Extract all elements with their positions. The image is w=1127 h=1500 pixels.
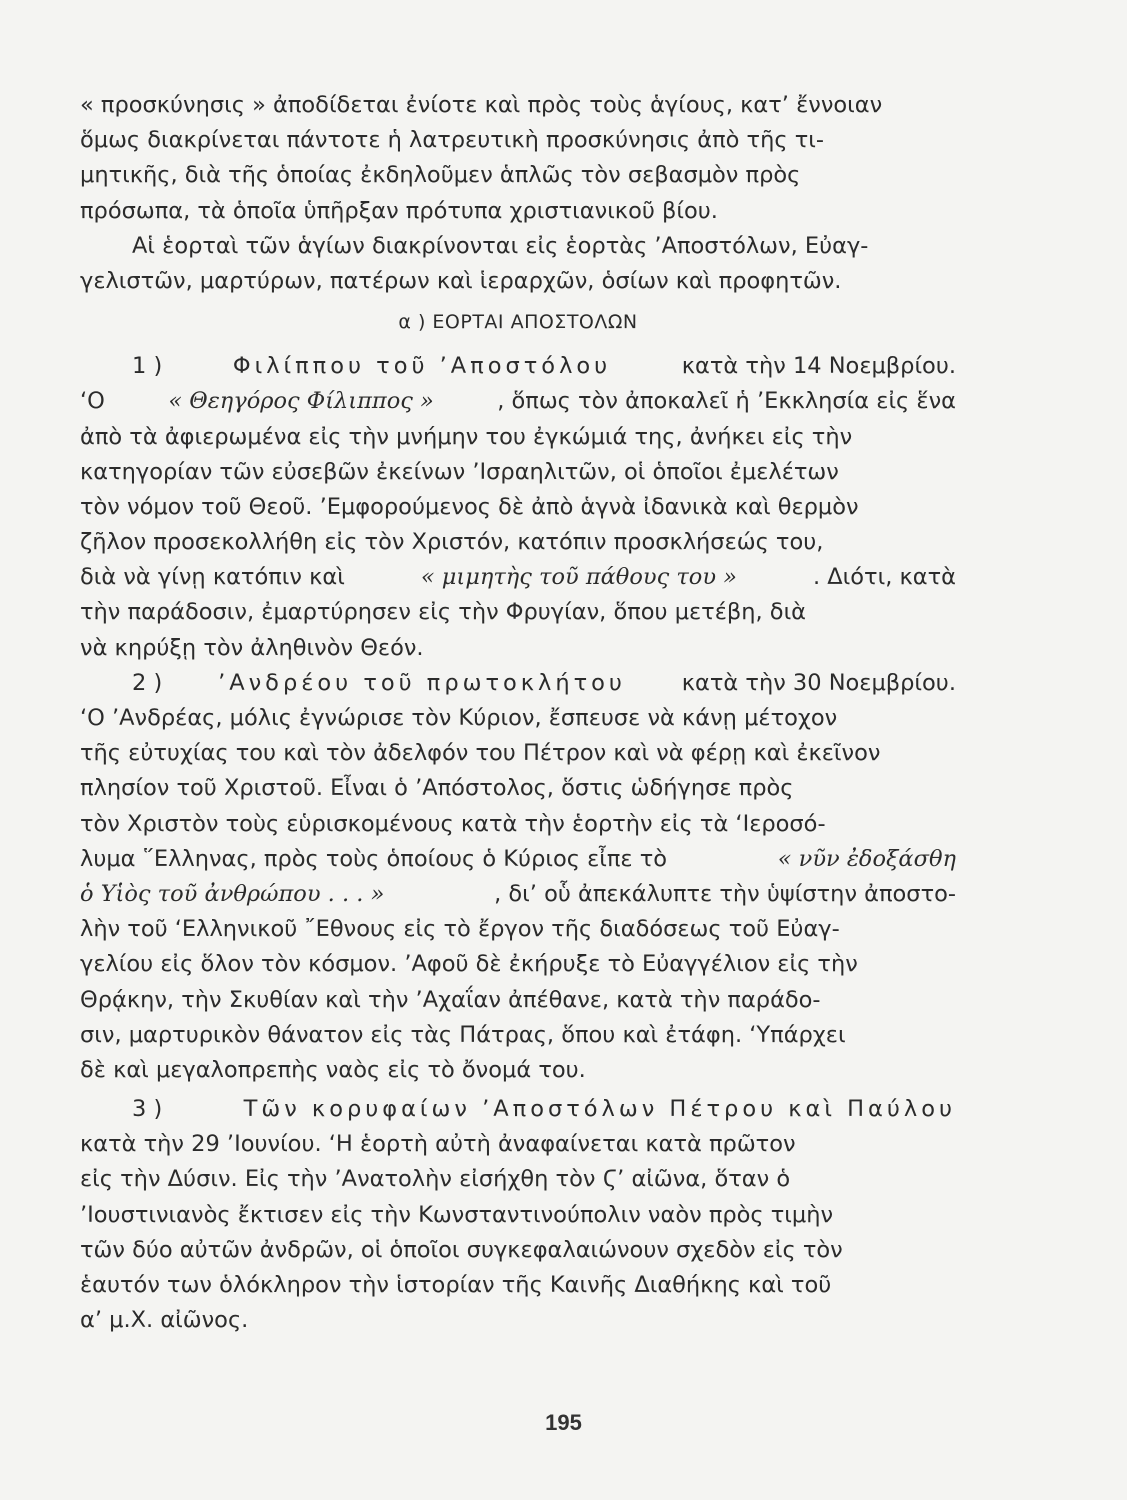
intro-line: πρόσωπα, τὰ ὁποῖα ὑπῆρξαν πρότυπα χριστιανικοῦ βίου.	[80, 197, 718, 224]
feast-2-line: ‘Ο ’Ανδρέας, μόλις ἐγνώρισε τὸν Κύριον, ἔσπευσε νὰ κάνῃ μέτοχον	[80, 705, 838, 731]
feast-1-line: ζῆλον προσεκολλήθη εἰς τὸν Χριστόν, κατόπιν προσκλήσεώς του,	[80, 529, 824, 556]
feast-2-line: λὴν τοῦ ‘Ελληνικοῦ ῎Εθνους εἰς τὸ ἔργον τῆς διαδόσεως τοῦ Εὐαγ-	[80, 916, 840, 943]
feast-2-line: Θρᾴκην, τὴν Σκυθίαν καὶ τὴν ’Αχαΐαν ἀπέθανε, κατὰ τὴν παράδο-	[80, 986, 821, 1013]
intro-line: μητικῆς, διὰ τῆς ὁποίας ἐκδηλοῦμεν ἁπλῶς τὸν σεβασμὸν πρὸς	[80, 162, 801, 189]
feast-1-line: τὴν παράδοσιν, ἐμαρτύρησεν εἰς τὴν Φρυγίαν, ὅπου μετέβη, διὰ	[80, 599, 807, 626]
feast-2-line: λυμα ῞Ελληνας, πρὸς τοὺς ὁποίους ὁ Κύριος εἶπε τὸ « νῦν ἐδοξάσθη	[80, 845, 956, 872]
intro-line: γελιστῶν, μαρτύρων, πατέρων καὶ ἱεραρχῶν, ὁσίων καὶ προφητῶν.	[80, 267, 842, 294]
intro-line: ὅμως διακρίνεται πάντοτε ἡ λατρευτικὴ προσκύνησις ἀπὸ τῆς τι-	[80, 127, 824, 154]
feast-2-line: πλησίον τοῦ Χριστοῦ. Εἶναι ὁ ’Απόστολος, ὅστις ὡδήγησε πρὸς	[80, 775, 794, 802]
feast-2-line: τῆς εὐτυχίας του καὶ τὸν ἀδελφόν του Πέτρον καὶ νὰ φέρῃ καὶ ἐκεῖνον	[80, 740, 881, 767]
page-number: 195	[545, 1410, 582, 1435]
feast-2-line: δὲ καὶ μεγαλοπρεπὴς ναὸς εἰς τὸ ὄνομά του.	[80, 1056, 586, 1083]
feast-2-line: τὸν Χριστὸν τοὺς εὑρισκομένους κατὰ τὴν ἑορτὴν εἰς τὰ ‘Ιεροσό-	[80, 810, 826, 837]
feast-1-line: τὸν νόμον τοῦ Θεοῦ. ’Εμφορούμενος δὲ ἀπὸ ἁγνὰ ἰδανικὰ καὶ θερμὸν	[80, 493, 859, 520]
intro-line: Αἱ ἑορταὶ τῶν ἁγίων διακρίνονται εἰς ἑορτὰς ’Αποστόλων, Εὐαγ-	[132, 232, 869, 259]
feast-3-line: τῶν δύο αὐτῶν ἀνδρῶν, οἱ ὁποῖοι συγκεφαλαιώνουν σχεδὸν εἰς τὸν	[80, 1236, 843, 1263]
intro-line: « προσκύνησις » ἀποδίδεται ἐνίοτε καὶ πρὸς τοὺς ἁγίους, κατ’ ἔννοιαν	[80, 92, 883, 118]
feast-3-line: α’ μ.Χ. αἰῶνος.	[80, 1307, 249, 1334]
feast-1-line: νὰ κηρύξῃ τὸν ἀληθινὸν Θεόν.	[80, 634, 424, 661]
feast-1-title: 1 ) Φιλίππου τοῦ ’Αποστόλου κατὰ τὴν 14 Νοεμβρίου.	[132, 353, 956, 380]
section-heading: α ) ΕΟΡΤΑΙ ΑΠΟΣΤΟΛΩΝ	[398, 311, 638, 334]
feast-2-line: ὁ Υἱὸς τοῦ ἀνθρώπου . . . » , δι’ οὗ ἀπεκάλυπτε τὴν ὑψίστην ἀποστο-	[80, 880, 956, 907]
feast-3-line: ’Ιουστινιανὸς ἔκτισεν εἰς τὴν Κωνσταντινούπολιν ναὸν πρὸς τιμὴν	[80, 1201, 834, 1228]
feast-3-line: εἰς τὴν Δύσιν. Εἰς τὴν ’Ανατολὴν εἰσήχθη τὸν Ϛ’ αἰῶνα, ὅταν ὁ	[80, 1166, 791, 1193]
feast-2-line: σιν, μαρτυρικὸν θάνατον εἰς τὰς Πάτρας, ὅπου καὶ ἐτάφη. ‘Υπάρχει	[80, 1021, 846, 1048]
feast-1-line: διὰ νὰ γίνῃ κατόπιν καὶ « μιμητὴς τοῦ πάθους του » . Διότι, κατὰ	[80, 564, 956, 591]
feast-2-title: 2 ) ’Ανδρέου τοῦ πρωτοκλήτου κατὰ τὴν 30 Νοεμβρίου.	[132, 669, 956, 696]
feast-2-line: γελίου εἰς ὅλον τὸν κόσμον. ’Αφοῦ δὲ ἐκήρυξε τὸ Εὐαγγέλιον εἰς τὴν	[80, 951, 858, 978]
feast-3-line: ἑαυτόν των ὁλόκληρον τὴν ἱστορίαν τῆς Καινῆς Διαθήκης καὶ τοῦ	[80, 1272, 832, 1298]
feast-1-line: ἀπὸ τὰ ἀφιερωμένα εἰς τὴν μνήμην του ἐγκώμιά της, ἀνήκει εἰς τὴν	[80, 423, 853, 450]
feast-1-line: ‘Ο « Θεηγόρος Φίλιππος » , ὅπως τὸν ἀποκαλεῖ ἡ ’Εκκλησία εἰς ἕνα	[80, 388, 956, 415]
feast-3-title: 3 ) Τῶν κορυφαίων ’Αποστόλων Πέτρου καὶ Παύλου	[132, 1096, 956, 1123]
body-text	[80, 88, 956, 1338]
feast-3-line: κατὰ τὴν 29 ’Ιουνίου. ‘Η ἑορτὴ αὐτὴ ἀναφαίνεται κατὰ πρῶτον	[80, 1131, 796, 1158]
feast-1-line: κατηγορίαν τῶν εὐσεβῶν ἐκείνων ’Ισραηλιτῶν, οἱ ὁποῖοι ἐμελέτων	[80, 458, 839, 485]
